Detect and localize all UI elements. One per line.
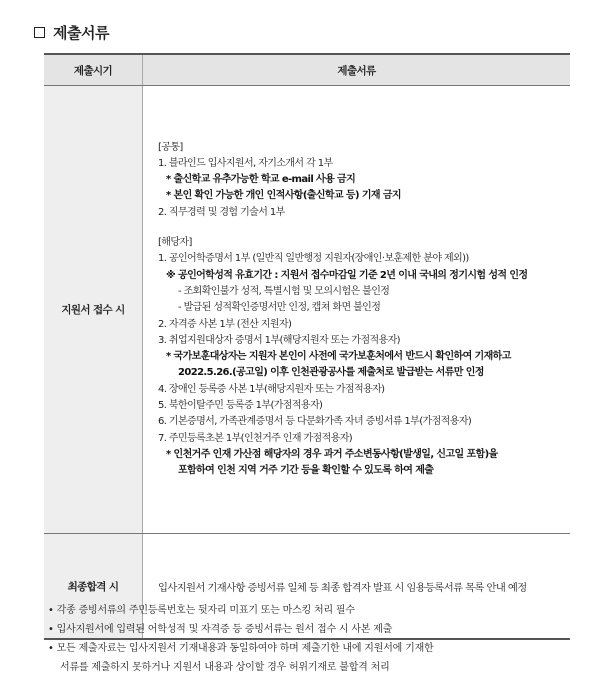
row-label-application: 지원서 접수 시	[44, 86, 143, 534]
document-line: * 본인 확인 가능한 개인 인적사항(출신학교 등) 기재 금지	[166, 190, 401, 202]
row-label-final: 최종합격 시	[44, 534, 143, 640]
document-line: 5. 북한이탈주민 등록증 1부(가점적용자)	[158, 399, 323, 411]
header-documents: 제출서류	[143, 54, 571, 86]
spacer	[158, 221, 559, 235]
submission-documents-table	[44, 53, 570, 640]
table-row	[44, 86, 570, 534]
document-list	[144, 140, 569, 480]
checkbox-square-icon	[34, 27, 45, 38]
row-content-application	[143, 86, 571, 534]
section-title	[34, 22, 109, 43]
document-line: 2. 직무경력 및 경험 기술서 1부	[158, 206, 285, 218]
note-item: • 모든 제출자료는 입사지원서 기재내용과 동일하여야 하며 제출기한 내에 지원서에 기재한	[48, 643, 434, 654]
notes-list	[48, 601, 434, 677]
section-title-text: 제출서류	[53, 24, 109, 42]
table-header-row	[44, 54, 570, 86]
document-line: 3. 취업지원대상자 증명서 1부(해당지원자 또는 가점적용자)	[158, 334, 400, 346]
document-line: - 조회확인불가 성적, 특별시험 및 모의시험은 불인정	[178, 285, 390, 297]
document-line: 4. 장애인 등록증 사본 1부(해당지원자 또는 가점적용자)	[158, 383, 385, 395]
document-line: 6. 기본증명서, 가족관계증명서 등 다문화가족 자녀 증빙서류 1부(가점적용자)	[158, 416, 472, 428]
document-line: 2022.5.26.(공고일) 이후 인천관광공사를 제출처로 발급받는 서류만 인정	[178, 367, 484, 379]
document-line: * 국가보훈대상자는 지원자 본인이 사전에 국가보훈처에서 반드시 확인하여 기재하고	[166, 351, 511, 363]
note-item: • 각종 증빙서류의 주민등록번호는 뒷자리 미표기 또는 마스킹 처리 필수	[48, 605, 355, 616]
document-line: * 인천거주 인재 가산점 해당자의 경우 과거 주소변동사항(발생일, 신고일 포함)을	[166, 448, 498, 460]
document-line: - 발급된 성적확인증명서만 인정, 캡쳐 화면 불인정	[178, 302, 381, 314]
document-line: ※ 공인어학성적 유효기간 : 지원서 접수마감일 기준 2년 이내 국내의 정기시험 성적 인정	[166, 269, 528, 281]
document-line: 2. 자격증 사본 1부 (전산 지원자)	[158, 318, 292, 330]
document-line: 1. 공인어학증명서 1부 (일반직 일반행정 지원자(장애인·보훈제한 분야 제외))	[158, 253, 469, 265]
document-line: [공통]	[158, 141, 183, 153]
header-submission-time: 제출시기	[44, 54, 143, 86]
document-line: 7. 주민등록초본 1부(인천거주 인재 가점적용자)	[158, 432, 353, 444]
note-item-continuation: 서류를 제출하지 못하거나 지원서 내용과 상이할 경우 허위기재로 불합격 처리	[60, 662, 390, 673]
document-line: * 출신학교 유추가능한 학교 e-mail 사용 금지	[166, 174, 356, 186]
document-line: [해당자]	[158, 237, 192, 249]
document-line: 1. 블라인드 입사지원서, 자기소개서 각 1부	[158, 157, 333, 169]
final-pass-text: 입사지원서 기재사항 증빙서류 일체 등 최종 합격자 발표 시 임용등록서류 목록 안내 예정	[158, 581, 527, 594]
document-line: 포함하여 인천 지역 거주 기간 등을 확인할 수 있도록 하여 제출	[178, 465, 434, 477]
note-item: • 입사지원서에 입력된 어학성적 및 자격증 등 증빙서류는 원서 접수 시 사본 제출	[48, 624, 393, 635]
